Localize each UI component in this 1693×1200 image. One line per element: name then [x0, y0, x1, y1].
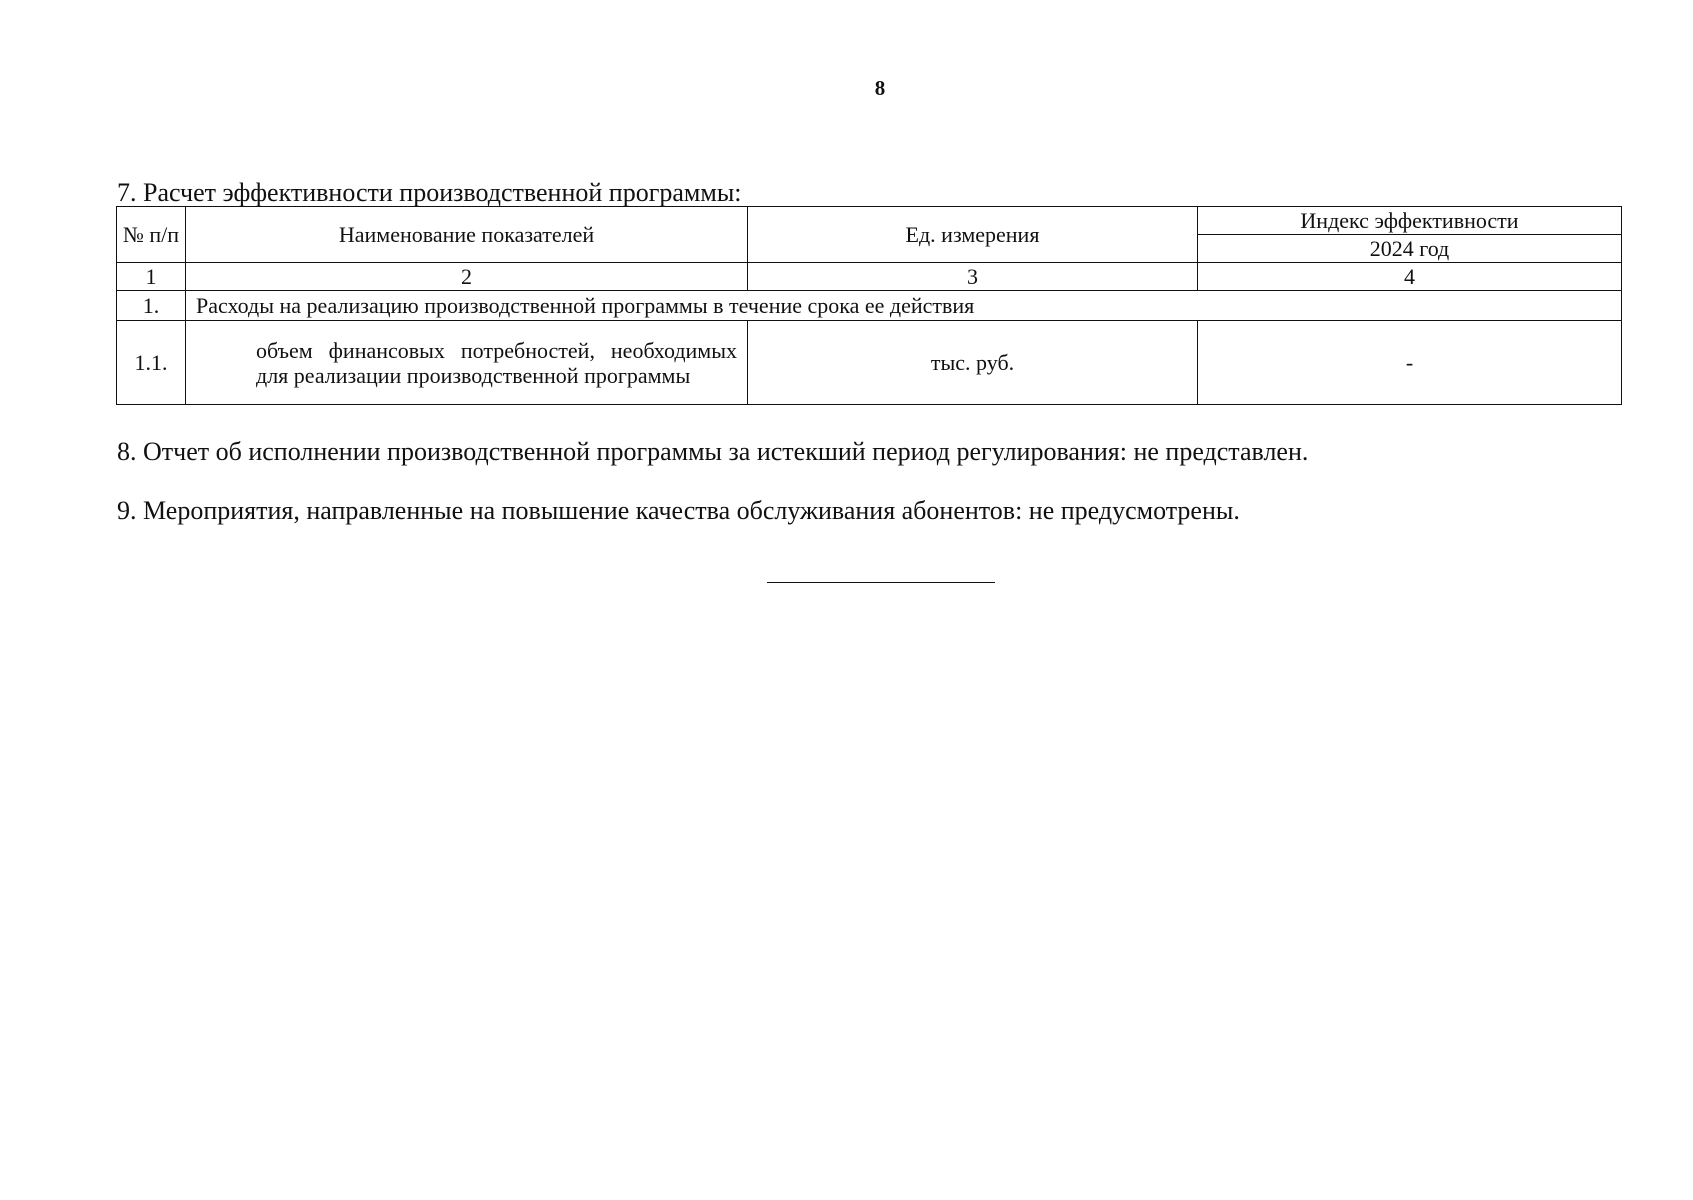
- header-unit: Ед. измерения: [748, 207, 1198, 263]
- row-group-text: Расходы на реализацию производственной программы в течение срока ее действия: [186, 291, 1622, 321]
- column-number: 4: [1198, 263, 1622, 291]
- table-row: [117, 321, 1622, 405]
- row-unit: тыс. руб.: [748, 321, 1198, 405]
- row-num: 1.: [117, 291, 186, 321]
- section-8-text: 8. Отчет об исполнении производственной программы за истекший период регулирования: не представлен.: [117, 437, 1309, 466]
- table-row: [117, 291, 1622, 321]
- header-name: Наименование показателей: [186, 207, 748, 263]
- column-number-row: [117, 263, 1622, 291]
- header-index: Индекс эффективности: [1198, 207, 1622, 235]
- end-divider: [767, 582, 995, 583]
- efficiency-table: [116, 206, 1622, 405]
- header-num: № п/п: [117, 207, 186, 263]
- column-number: 2: [186, 263, 748, 291]
- page-number: 8: [874, 76, 886, 100]
- row-value: -: [1198, 321, 1622, 405]
- section-7-heading: 7. Расчет эффективности производственной программы:: [117, 178, 742, 207]
- column-number: 3: [748, 263, 1198, 291]
- table-header-row: [117, 207, 1622, 235]
- row-num: 1.1.: [117, 321, 186, 405]
- header-year: 2024 год: [1198, 235, 1622, 263]
- section-9-text: 9. Мероприятия, направленные на повышение качества обслуживания абонентов: не предусмотрены.: [117, 496, 1240, 525]
- row-name: объем финансовых потребностей, необходимых для реализации производственной программы: [186, 321, 748, 405]
- column-number: 1: [117, 263, 186, 291]
